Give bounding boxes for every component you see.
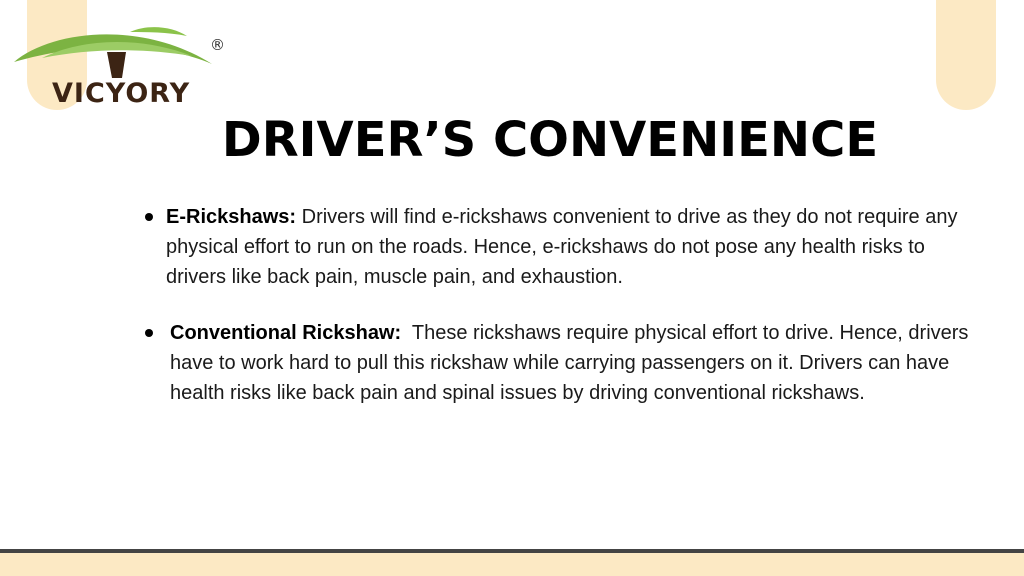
- decorative-tab-right: [936, 0, 996, 110]
- bullet-list: [145, 202, 975, 408]
- bullet-item-conventional-rickshaw: [145, 318, 975, 408]
- victory-logo: [12, 22, 225, 109]
- bullet-term: E-Rickshaws:: [166, 206, 297, 228]
- slide-title: DRIVER’S CONVENIENCE: [221, 112, 879, 168]
- logo-brand-text: VICYORY: [52, 78, 191, 109]
- bullet-text: Drivers will find e-rickshaws convenient to drive as they do not require any physical effort to run on the roads. Hence, e-rickshaws do not pose any health risks to drivers like back pain, muscle pain, and exhaustion.: [166, 206, 958, 288]
- bullet-text: These rickshaws require physical effort to drive. Hence, drivers have to work hard to pull this rickshaw while carrying passengers on it. Drivers can have health risks like back pain and spinal issues by driving conventional rickshaws.: [170, 322, 974, 404]
- registered-mark: ®: [210, 36, 225, 54]
- bullet-dot-icon: [145, 329, 153, 337]
- footer-band: [0, 553, 1024, 576]
- bullet-item-e-rickshaws: [145, 202, 975, 292]
- bullet-term: Conventional Rickshaw:: [170, 322, 402, 344]
- bullet-dot-icon: [145, 213, 153, 221]
